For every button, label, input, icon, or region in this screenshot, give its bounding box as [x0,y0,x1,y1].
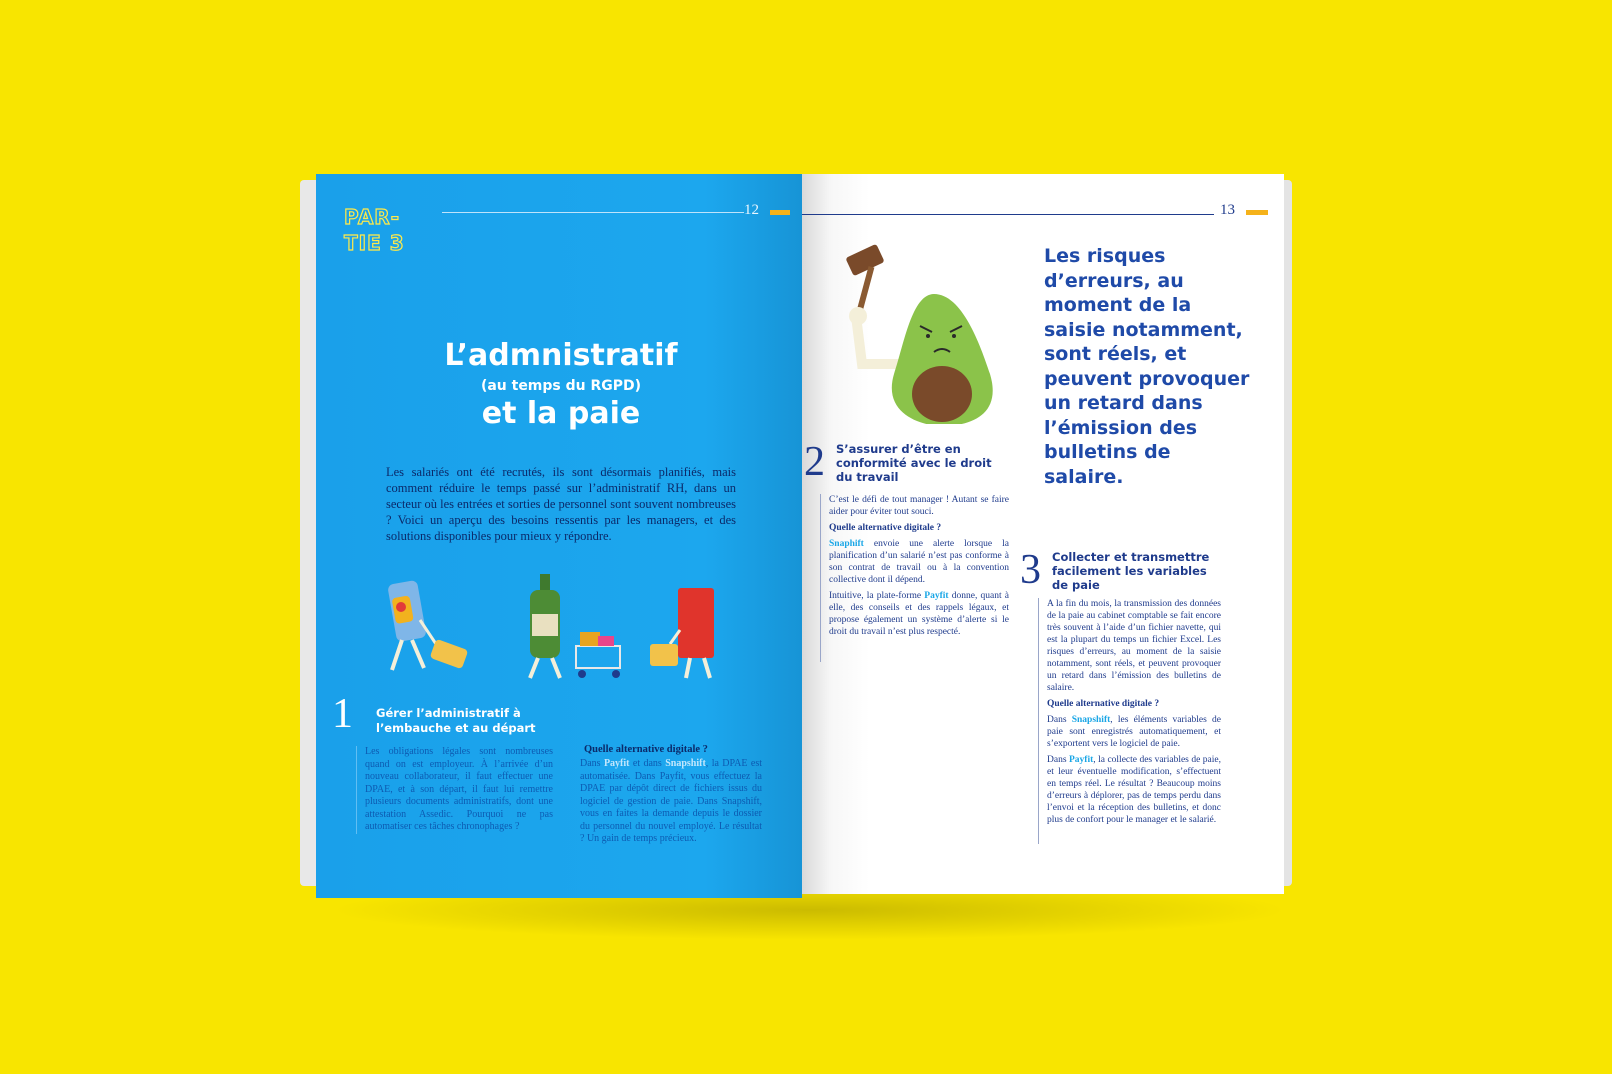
brand-name: Payfit [924,591,949,601]
text-run: Dans [1047,715,1072,725]
header-rule [442,212,744,213]
section-number: 3 [1020,547,1041,593]
text-run: Intuitive, la plate-forme [829,591,925,601]
text-run: envoie une alerte lorsque la planification d’un salarié n’est pas conforme à son contrat de travail ou à la convention collective dont il dépend. [829,539,1009,585]
text-run: , la DPAE est automatisée. Dans Payfit, vous effectuez la DPAE par dépôt direct de fichiers issus du logiciel de gestion de paie. Dans Snapshift, vous en faites la demande depuis le dossier du personnel du nouvel employé. Le résultat ? Un gain de temps précieux. [580,758,762,844]
section-body [1038,598,1221,844]
page-subtitle: (au temps du RGPD) [480,378,642,394]
pull-quote: Les risques d’erreurs, au moment de la saisie notamment, sont réels, et peuvent provoquer un retard dans l’émission des bulletins de salaire. [1044,245,1250,488]
brand-name: Snapshift [665,758,706,769]
alternative-heading: Quelle alternative digitale ? [584,744,708,755]
section-paragraph: A la fin du mois, la transmission des données de la paie au cabinet comptable se fait encore très souvent à l’aide d’un fichier navette, qui est la plupart du temps un fichier Excel. Les risques d’erreurs, au moment de la saisie notamment, sont réels, et peuvent provoquer un retard dans l’émission des bulletins de salaire. [1047,599,1221,693]
brand-name: Payfit [1069,755,1094,765]
page-number: 13 [1220,202,1235,218]
section-number: 2 [804,439,825,485]
page-number: 12 [744,202,759,218]
section-title: S’assurer d’être en conformité avec le droit du travail [836,442,992,484]
header-rule [802,214,1214,215]
text-run: donne, quant à elle, des conseils et des rappels légaux, et propose également un système d’alerte si le droit du travail n’est plus respecté. [829,591,1009,637]
can-character-icon [387,580,468,670]
text-run: et dans [629,758,666,769]
brand-name: Snaphift [829,539,864,549]
right-page [802,174,1284,894]
alternative-paragraph [829,538,1009,586]
hammer-icon [845,244,884,316]
bottle-character-icon [530,574,620,678]
alternative-paragraph [829,590,1009,638]
brand-name: Snapshift [1071,715,1111,725]
walking-characters-illustration [380,574,740,684]
alternative-paragraph [1047,754,1221,826]
section-title: Collecter et transmettre facilement les variables de paie [1052,550,1210,592]
section-intro: C’est le défi de tout manager ! Autant se faire aider pour éviter tout souci. [829,495,1009,517]
angry-avocado-illustration [832,234,1032,424]
alternative-body [580,758,762,846]
intro-paragraph: Les salariés ont été recrutés, ils sont désormais planifiés, mais comment réduire le temps passé sur l’administratif RH, dans un secteur où les entrées et sorties de personnel sont souvent nombreuses ? Voici un aperçu des besoins ressentis par les managers, et des solutions disponibles pour mieux y répondre. [386,465,736,543]
alternative-heading: Quelle alternative digitale ? [1047,699,1160,709]
text-run: , la collecte des variables de paie, et leur éventuelle modification, s’effectuent en temps réel. Le résultat ? Beaucoup moins d’erreurs à déplorer, pas de temps perdu dans l’envoi et la réception des bulletins, et donc plus de confort pour le manager et le salarié. [1047,755,1221,825]
snack-pack-character-icon [650,588,714,678]
section-title: Gérer l’administratif à l’embauche et au départ [376,706,536,735]
page-title-second-line: et la paie [481,396,641,431]
text-run: Dans [1047,755,1069,765]
part-label: PAR- TIE 3 [344,205,405,255]
page-tab-marker [770,210,790,215]
text-run: , les éléments variables de paie sont enregistrés automatiquement, et s’exportent vers le logiciel de paie. [1047,715,1221,749]
section-body: Les obligations légales sont nombreuses quand on est employeur. À l’arrivée d’un nouveau collaborateur, il faut effectuer une DPAE, et à son départ, il faut lui remettre plusieurs documents administratifs, dont une attestation Assedic. Pourquoi ne pas automatiser ces tâches chronophages ? [356,746,553,834]
brand-name: Payfit [603,758,630,769]
section-number: 1 [332,691,353,737]
alternative-heading: Quelle alternative digitale ? [829,523,942,533]
text-run: Dans [580,758,604,769]
section-body [820,494,1009,662]
alternative-paragraph [1047,714,1221,750]
page-title: L’admnistratif [444,338,678,373]
page-tab-marker [1246,210,1268,215]
left-page [316,174,802,898]
